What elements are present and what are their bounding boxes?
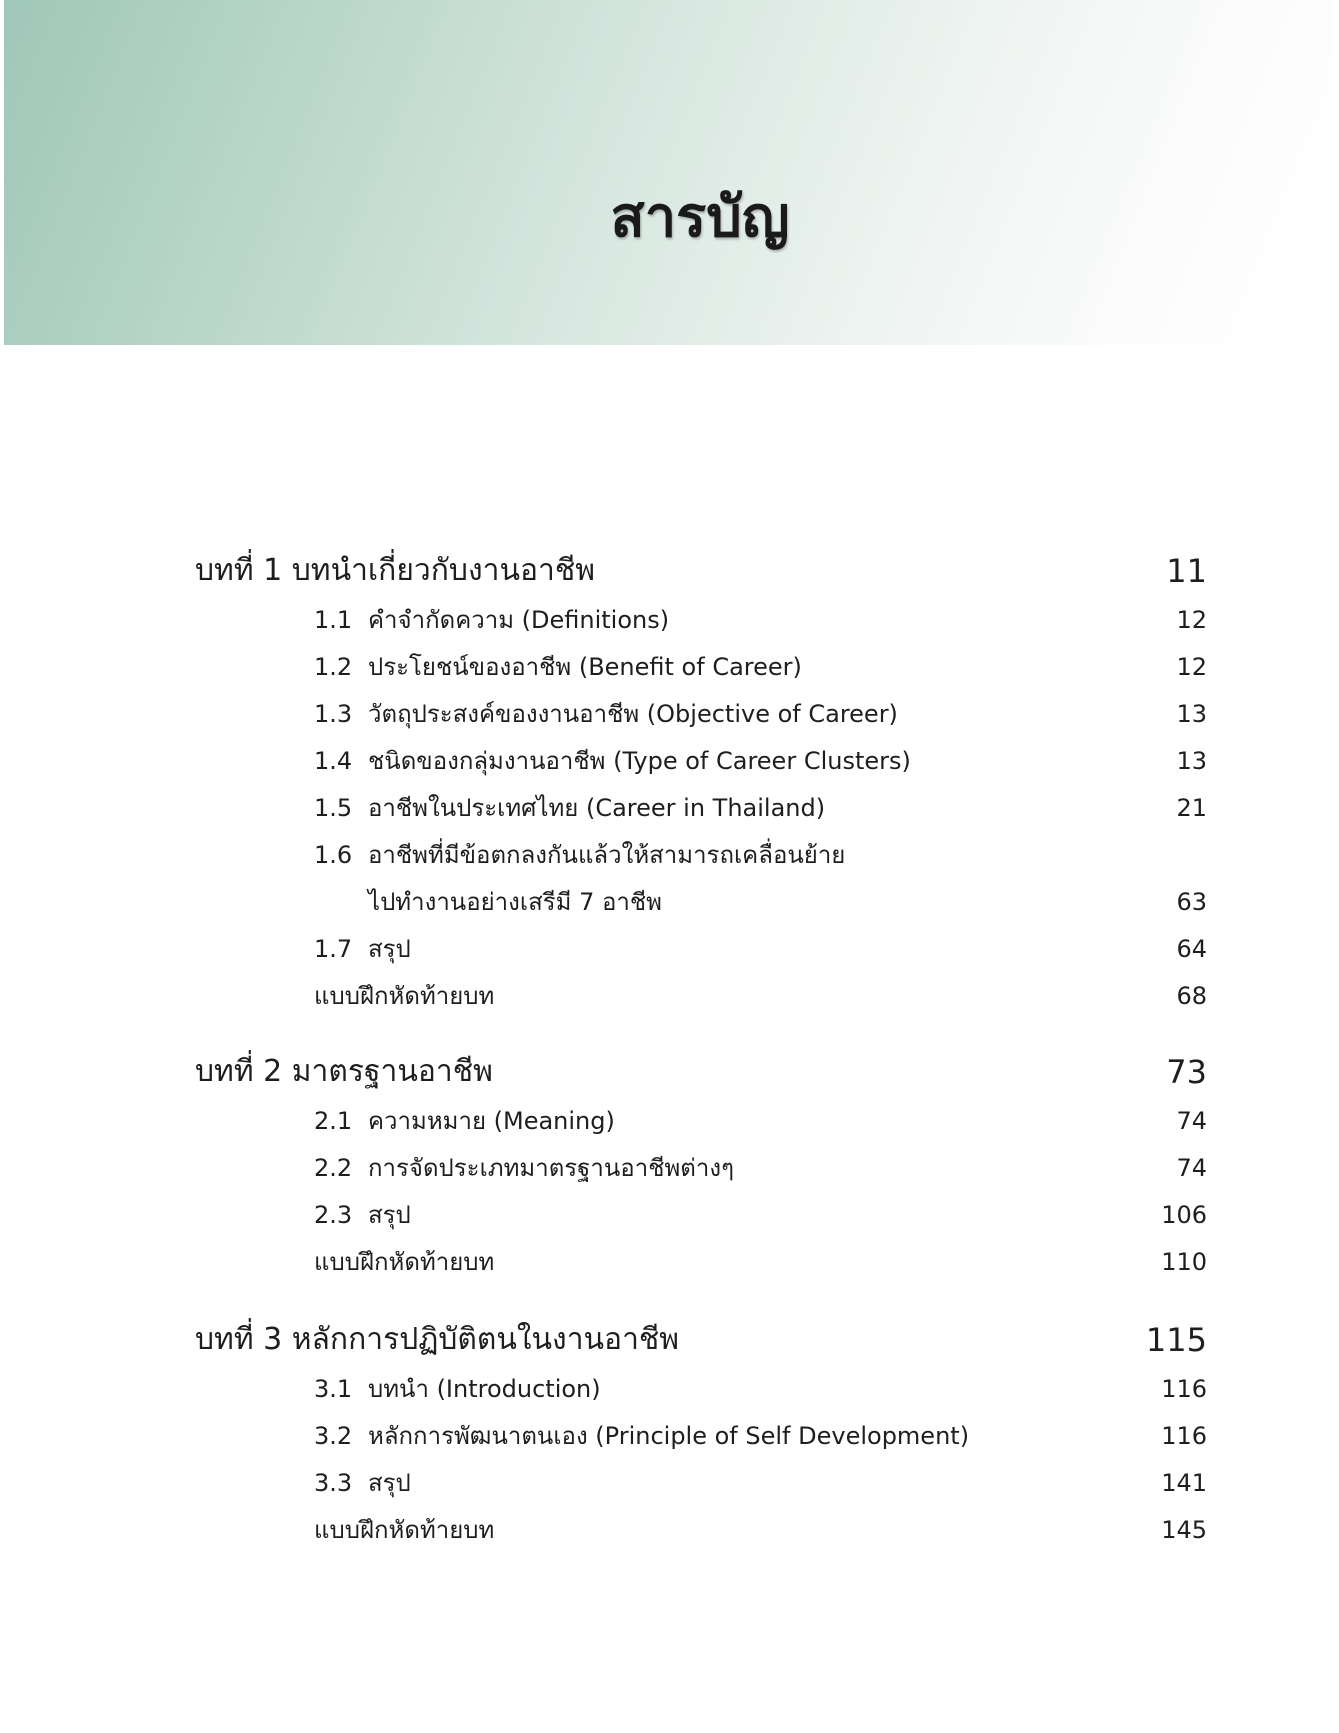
toc-entry [314, 932, 411, 966]
toc-exercise: แบบฝึกหัดท้ายบท [314, 1516, 495, 1544]
entry-page: 64 [1176, 935, 1207, 963]
toc-entry [314, 744, 911, 778]
entry-text: สรุป [368, 1201, 411, 1229]
entry-page: 74 [1176, 1107, 1207, 1135]
chapter-1-page: 11 [1166, 552, 1207, 590]
entry-page: 13 [1176, 700, 1207, 728]
entry-number: 1.1 [314, 606, 353, 634]
entry-text: อาชีพที่มีข้อตกลงกันแล้วให้สามารถเคลื่อนย้าย [368, 841, 846, 869]
entry-number: 1.7 [314, 935, 353, 963]
toc-entry [314, 1104, 615, 1138]
entry-text: สรุป [368, 935, 411, 963]
entry-text: วัตถุประสงค์ของงานอาชีพ (Objective of Career) [368, 700, 898, 728]
toc-entry [314, 1419, 969, 1453]
chapter-1-title: บทที่ 1 บทนำเกี่ยวกับงานอาชีพ [195, 553, 595, 588]
toc-exercise: แบบฝึกหัดท้ายบท [314, 982, 495, 1010]
entry-page: 116 [1161, 1375, 1207, 1403]
entry-page: 13 [1176, 747, 1207, 775]
entry-text: บทนำ (Introduction) [368, 1375, 601, 1403]
entry-number: 2.3 [314, 1201, 353, 1229]
toc-exercise: แบบฝึกหัดท้ายบท [314, 1248, 495, 1276]
entry-text: สรุป [368, 1469, 411, 1497]
toc-entry [314, 650, 802, 684]
toc-entry [314, 1466, 411, 1500]
entry-text: ชนิดของกลุ่มงานอาชีพ (Type of Career Clusters) [368, 747, 911, 775]
entry-text: อาชีพในประเทศไทย (Career in Thailand) [368, 794, 826, 822]
entry-page: 145 [1161, 1516, 1207, 1544]
toc-entry [314, 791, 825, 825]
entry-text: การจัดประเภทมาตรฐานอาชีพต่างๆ [368, 1154, 734, 1182]
entry-page: 12 [1176, 653, 1207, 681]
entry-page: 110 [1161, 1248, 1207, 1276]
toc-entry [314, 697, 898, 731]
entry-page: 68 [1176, 982, 1207, 1010]
entry-number: 1.5 [314, 794, 353, 822]
entry-number: 1.6 [314, 841, 353, 869]
entry-number: 1.4 [314, 747, 353, 775]
entry-page: 116 [1161, 1422, 1207, 1450]
entry-page: 12 [1176, 606, 1207, 634]
chapter-2-title: บทที่ 2 มาตรฐานอาชีพ [195, 1054, 493, 1089]
entry-number: 2.1 [314, 1107, 353, 1135]
page-title: สารบัญ [610, 185, 790, 250]
toc-entry [314, 1198, 411, 1232]
toc-entry [314, 1151, 734, 1185]
entry-page: 74 [1176, 1154, 1207, 1182]
toc-entry [314, 838, 845, 872]
chapter-3-page: 115 [1145, 1321, 1207, 1359]
entry-number: 3.1 [314, 1375, 353, 1403]
entry-number: 1.3 [314, 700, 353, 728]
chapter-3-title: บทที่ 3 หลักการปฏิบัติตนในงานอาชีพ [195, 1322, 680, 1357]
entry-page: 141 [1161, 1469, 1207, 1497]
entry-text: คำจำกัดความ (Definitions) [368, 606, 670, 634]
entry-number: 2.2 [314, 1154, 353, 1182]
entry-number: 3.3 [314, 1469, 353, 1497]
entry-text: หลักการพัฒนาตนเอง (Principle of Self Development) [368, 1422, 970, 1450]
entry-page: 106 [1161, 1201, 1207, 1229]
entry-text: ความหมาย (Meaning) [368, 1107, 615, 1135]
entry-number: 3.2 [314, 1422, 353, 1450]
chapter-2-page: 73 [1166, 1053, 1207, 1091]
toc-entry-continuation: ไปทำงานอย่างเสรีมี 7 อาชีพ [368, 888, 662, 916]
entry-page: 63 [1176, 888, 1207, 916]
entry-text: ประโยชน์ของอาชีพ (Benefit of Career) [368, 653, 802, 681]
toc-entry [314, 603, 669, 637]
toc-entry [314, 1372, 601, 1406]
entry-number: 1.2 [314, 653, 353, 681]
entry-page: 21 [1176, 794, 1207, 822]
